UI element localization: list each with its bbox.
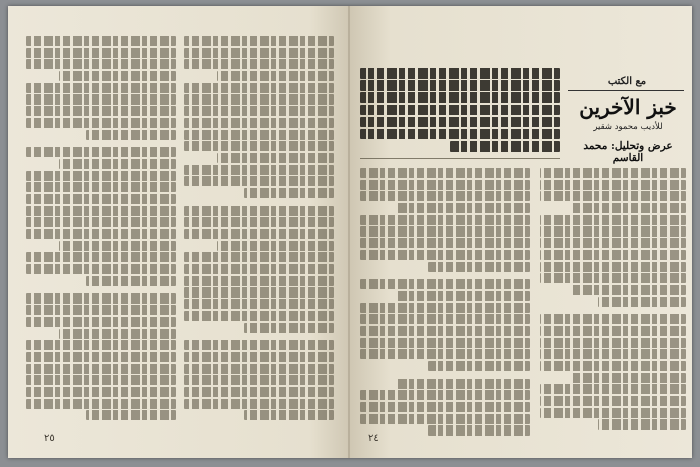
text-line: [244, 188, 334, 198]
text-line: [26, 229, 176, 239]
text-line: [59, 159, 176, 169]
text-line: [397, 203, 530, 213]
text-line: [540, 314, 686, 324]
right-page-number: ٢٤: [368, 433, 379, 444]
text-line: [540, 273, 686, 283]
text-line: [244, 410, 334, 420]
text-line: [184, 94, 334, 104]
text-line: [184, 165, 334, 175]
text-line: [86, 276, 176, 286]
text-line: [540, 262, 686, 272]
text-line: [397, 379, 530, 389]
text-line: [26, 171, 176, 181]
paragraph-gap: [184, 200, 334, 206]
text-line: [360, 238, 530, 248]
text-line: [86, 410, 176, 420]
text-line: [184, 364, 334, 374]
section-rule: [568, 90, 684, 91]
text-line: [540, 349, 686, 359]
text-line: [540, 326, 686, 336]
text-line: [360, 180, 530, 190]
text-line: [360, 191, 530, 201]
article-headline: خبز الآخرين: [579, 95, 677, 119]
text-line: [26, 106, 176, 116]
text-line: [540, 226, 686, 236]
text-line: [184, 206, 334, 216]
text-line: [397, 291, 530, 301]
text-line: [184, 176, 334, 186]
text-line: [217, 153, 334, 163]
text-line: [540, 384, 686, 394]
text-line: [540, 180, 686, 190]
text-line: [360, 402, 530, 412]
text-line: [184, 59, 334, 69]
text-line: [217, 241, 334, 251]
text-line: [428, 361, 530, 371]
text-line: [572, 373, 686, 383]
text-line: [360, 390, 530, 400]
text-line: [26, 317, 176, 327]
text-line: [26, 194, 176, 204]
bold-intro-paragraph: [360, 68, 560, 153]
text-line: [184, 311, 334, 321]
text-line: [59, 329, 176, 339]
text-line: [184, 141, 334, 151]
text-line: [184, 264, 334, 274]
text-line: [184, 48, 334, 58]
text-line: [540, 408, 686, 418]
text-line: [184, 276, 334, 286]
text-line: [184, 352, 334, 362]
text-line: [540, 215, 686, 225]
text-line: [360, 279, 530, 289]
intro-divider: [360, 158, 560, 159]
text-line: [26, 340, 176, 350]
text-line: [26, 36, 176, 46]
paragraph-gap: [360, 373, 530, 379]
text-line: [184, 287, 334, 297]
text-line: [572, 285, 686, 295]
text-line: [217, 71, 334, 81]
text-line: [184, 387, 334, 397]
text-line: [184, 229, 334, 239]
text-line: [360, 168, 530, 178]
text-line: [184, 217, 334, 227]
left-page: [8, 6, 350, 458]
text-line: [26, 48, 176, 58]
text-line: [26, 399, 176, 409]
text-line: [360, 117, 560, 128]
text-line: [360, 80, 560, 91]
article-reviewer: عرض وتحليل: محمد القاسم: [583, 140, 673, 164]
text-line: [184, 375, 334, 385]
text-line: [26, 252, 176, 262]
text-line: [26, 264, 176, 274]
text-line: [540, 396, 686, 406]
text-line: [360, 349, 530, 359]
text-line: [26, 83, 176, 93]
text-line: [598, 297, 686, 307]
text-line: [184, 399, 334, 409]
text-line: [360, 105, 560, 116]
text-line: [184, 118, 334, 128]
text-line: [540, 250, 686, 260]
article-byline: للأديب محمود شقير: [593, 122, 663, 132]
text-line: [598, 419, 686, 429]
text-line: [26, 182, 176, 192]
text-line: [360, 68, 560, 79]
text-line: [360, 215, 530, 225]
text-line: [360, 338, 530, 348]
text-line: [428, 262, 530, 272]
text-line: [26, 305, 176, 315]
text-line: [540, 191, 686, 201]
text-line: [360, 92, 560, 103]
text-line: [572, 203, 686, 213]
text-line: [360, 414, 530, 424]
text-line: [360, 250, 530, 260]
text-line: [360, 129, 560, 140]
text-line: [184, 130, 334, 140]
magazine-spread: [8, 6, 692, 458]
text-line: [26, 59, 176, 69]
text-line: [59, 241, 176, 251]
text-line: [26, 364, 176, 374]
left-page-column-left: [26, 36, 176, 422]
text-line: [26, 118, 176, 128]
text-line: [86, 130, 176, 140]
text-line: [540, 238, 686, 248]
text-line: [59, 71, 176, 81]
text-line: [26, 206, 176, 216]
text-line: [184, 299, 334, 309]
text-line: [26, 375, 176, 385]
right-page-column-right: [540, 168, 686, 431]
text-line: [184, 340, 334, 350]
text-line: [184, 252, 334, 262]
text-line: [450, 141, 560, 152]
text-line: [244, 323, 334, 333]
text-line: [26, 94, 176, 104]
text-line: [540, 361, 686, 371]
text-line: [184, 36, 334, 46]
text-line: [184, 106, 334, 116]
text-line: [428, 425, 530, 435]
left-page-column-right: [184, 36, 334, 422]
text-line: [26, 293, 176, 303]
text-line: [360, 314, 530, 324]
text-line: [26, 147, 176, 157]
left-page-number: ٢٥: [44, 433, 55, 444]
section-tag: مع الكتب: [607, 76, 647, 87]
text-line: [360, 326, 530, 336]
text-line: [540, 338, 686, 348]
text-line: [26, 352, 176, 362]
text-line: [360, 226, 530, 236]
right-page-column-middle: [360, 168, 530, 437]
text-line: [26, 217, 176, 227]
text-line: [26, 387, 176, 397]
text-line: [184, 83, 334, 93]
text-line: [540, 168, 686, 178]
text-line: [360, 303, 530, 313]
